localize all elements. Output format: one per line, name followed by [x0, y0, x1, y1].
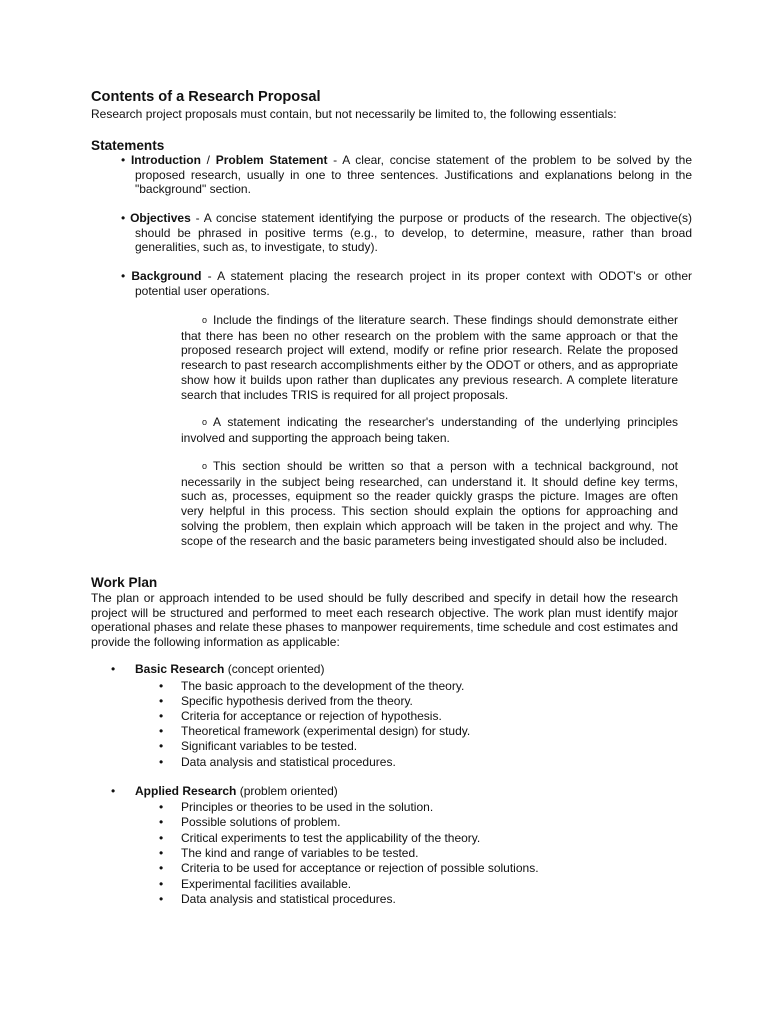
bullet: • — [159, 800, 164, 814]
statement-label: Objectives — [130, 211, 191, 225]
bullet: • — [159, 709, 164, 723]
bullet: • — [121, 211, 126, 225]
statement-text: - A statement placing the research project in its proper context with ODOT's or other potential user operations. — [135, 269, 692, 298]
bullet: • — [159, 831, 164, 845]
bullet: • — [111, 662, 116, 676]
circle-marker: o — [202, 315, 208, 325]
background-subitem — [181, 415, 678, 445]
bullet: • — [159, 755, 164, 769]
group-note: (concept oriented) — [224, 662, 325, 676]
background-subitem — [181, 459, 678, 548]
group-note: (problem oriented) — [236, 784, 338, 798]
subitem-text: This section should be written so that a person with a technical background, not necessarily in the subject being researched, can understand it. It should define key terms, such as, processes, equipment so the reader quickly grasps the picture. Images are often very helpful in this process. This section should explain the options for approaching and solving the problem, then explain which approach will be taken in the project and why. The scope of the research and the basic parameters being investigated should also be included. — [181, 459, 678, 548]
background-subitem — [181, 313, 678, 402]
intro-text: Research project proposals must contain, but not necessarily be limited to, the following essentials: — [91, 107, 617, 121]
circle-marker: o — [202, 417, 208, 427]
bullet: • — [121, 269, 126, 283]
statements-heading: Statements — [91, 138, 165, 153]
statement-label: Introduction — [130, 153, 201, 167]
bullet: • — [121, 153, 126, 167]
bullet: • — [159, 861, 164, 875]
group-label: Applied Research — [135, 784, 237, 798]
group-label: Basic Research — [135, 662, 225, 676]
work-plan-heading: Work Plan — [91, 575, 158, 590]
bullet: • — [111, 784, 116, 798]
statement-background — [121, 269, 692, 298]
statement-objectives — [121, 211, 692, 255]
statement-label: Background — [131, 269, 202, 283]
statement-text: - A concise statement identifying the purpose or products of the research. The objective(s) should be phrased in positive terms (e.g., to develop, to determine, measure, rather than broad generalities, such as, to investigate, to study). — [135, 211, 692, 255]
statement-label-secondary: Problem Statement — [215, 153, 328, 167]
statement-introduction — [121, 153, 692, 197]
document-page: Contents of a Research Proposal Research project proposals must contain, but not necessarily be limited to, the following essentials: Statements • Introduction / Problem Statement - A clear, concise statement of the problem to be solved by the proposed research, usually in one to three sentences. Justifications and explanations belong in the "background" section. • Objectives - A concise statement identifying the purpose or products of the research. The objective(s) should be phrased in positive terms (e.g., to develop, to determine, measure, rather than broad generalities, such as, to investigate, to study). • Background - A statement placing the research project in its proper context with ODOT's or other potential user operations. o Include the findings of the literature search. These findings should demonstrate either that there has been no other research on the problem with the same approach or that the proposed research project will extend, modify or refine prior research. Relate the proposed research to past research accomplishments either by the ODOT or others, and as appropriate show how it builds upon rather than duplicates any previous research. A complete literature search that includes TRIS is required for all project proposals. o A statement indicating the researcher's understanding of the underlying principles involved and supporting the approach being taken. o This section should be written so that a person with a technical background, not necessarily in the subject being researched, can understand it. It should define key terms, such as, processes, equipment so the reader quickly grasps the picture. Images are often very helpful in this process. This section should explain the options for approaching and solving the problem, then explain which approach will be taken in the project and why. The scope of the research and the basic parameters being investigated should also be included. Work Plan The plan or approach intended to be used should be fully described and specify in detail how the research project will be structured and performed to meet each research objective. The work plan must identify major operational phases and relate these phases to manpower requirements, time schedule and cost estimates and provide the following information as applicable: • Basic Research (concept oriented) • The basic approach to the development of the theory. • Specific hypothesis derived from the theory. • Criteria for acceptance or rejection of hypothesis. • Theoretical framework (experimental design) for study. • Significant variables to be tested. • Data analysis and statistical procedures. • Applied Research (problem oriented) • Principles or theories to be used in the solution. • Possible solutions of problem. • Critical experiments to test the applicability of the theory. • The kind and range of variables to be tested. • Criteria to be used for acceptance or rejection of possible solutions. • Experimental facilities available. • Data analysis and statistical procedures. — [91, 89, 692, 906]
label-separator: / — [200, 153, 216, 167]
document-title: Contents of a Research Proposal — [91, 89, 321, 105]
subitem-text: Include the findings of the literature search. These findings should demonstrate either that there has been no other research on the problem with the same approach or that the proposed research project will extend, modify or refine prior research. Relate the proposed research to past research accomplishments either by the ODOT or others, and as appropriate show how it builds upon rather than duplicates any previous research. A complete literature search that includes TRIS is required for all project proposals. — [181, 313, 678, 402]
bullet: • — [159, 815, 164, 829]
circle-marker: o — [202, 461, 208, 471]
bullet: • — [159, 739, 164, 753]
bullet: • — [159, 694, 164, 708]
bullet: • — [159, 724, 164, 738]
bullet: • — [159, 846, 164, 860]
bullet: • — [159, 679, 164, 693]
bullet: • — [159, 877, 164, 891]
bullet: • — [159, 892, 164, 906]
subitem-text: A statement indicating the researcher's understanding of the underlying principles involved and supporting the approach being taken. — [181, 415, 678, 445]
statement-text: - A clear, concise statement of the problem to be solved by the proposed research, usually in one to three sentences. Justifications and explanations belong in the "background" section. — [135, 153, 692, 197]
work-plan-text: The plan or approach intended to be used should be fully described and specify in detail how the research project will be structured and performed to meet each research objective. The work plan must identify major operational phases and relate these phases to manpower requirements, time schedule and cost estimates and provide the following information as applicable: — [91, 591, 678, 650]
